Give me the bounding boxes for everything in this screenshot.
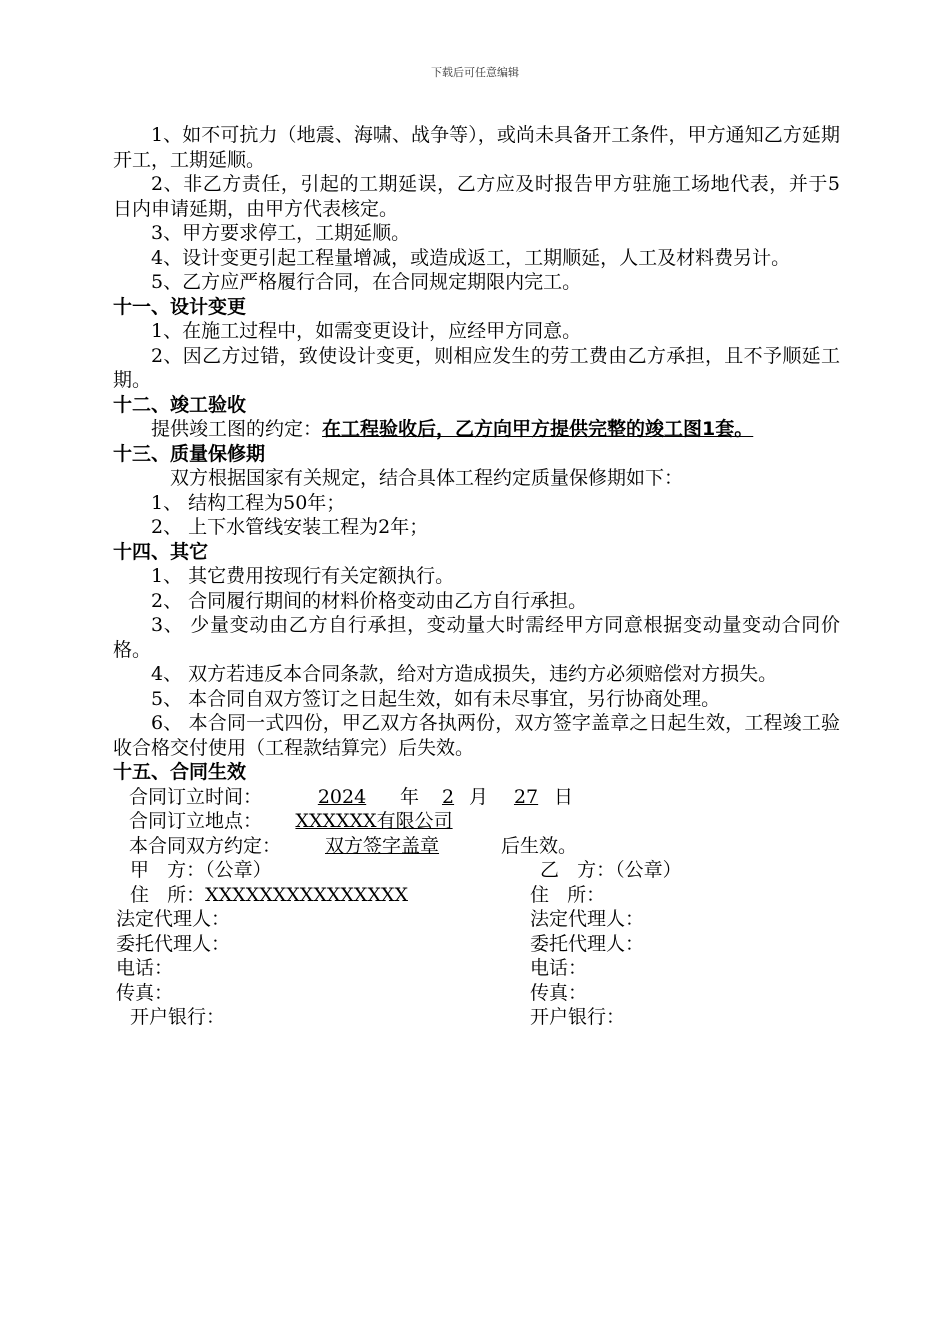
date-label: 合同订立时间： xyxy=(129,785,263,808)
party-a-address xyxy=(116,883,408,908)
sec14-item-2: 2、 合同履行期间的材料价格变动由乙方自行承担。 xyxy=(151,589,588,612)
place-value: XXXXXX有限公司 xyxy=(295,810,453,832)
sec10-item-1: 1、如不可抗力（地震、海啸、战争等），或尚未具备开工条件，甲方通知乙方延期开工，工期延顺。 xyxy=(113,124,840,171)
party-a-phone: 电话： xyxy=(116,957,174,979)
contract-date-line xyxy=(113,785,840,810)
page-header: 下载后可任意编辑 xyxy=(431,66,519,79)
date-year: 2024 xyxy=(317,785,367,808)
party-a-address-label: 住 所： xyxy=(130,883,206,906)
sec12-label: 提供竣工图的约定： xyxy=(151,418,323,440)
date-month-unit: 月 xyxy=(469,785,489,808)
signature-block xyxy=(113,858,840,1028)
party-a-address-value: XXXXXXXXXXXXXXX xyxy=(205,883,409,906)
sec14-item-4: 4、 双方若违反本合同条款，给对方造成损失，违约方必须赔偿对方损失。 xyxy=(151,663,778,685)
party-b-address-label: 住 所： xyxy=(530,883,606,906)
sec10-item-2: 2、非乙方责任，引起的工期延误，乙方应及时报告甲方驻施工场地代表，并于5日内申请延期，由甲方代表核定。 xyxy=(113,173,840,220)
place-label: 合同订立地点： xyxy=(129,810,263,832)
date-year-unit: 年 xyxy=(400,785,420,808)
date-day: 27 xyxy=(513,785,539,808)
party-a-fax: 传真： xyxy=(116,981,174,1004)
party-b-block xyxy=(530,858,682,1030)
sec15-title: 十五、合同生效 xyxy=(113,761,247,783)
party-a-legal-rep: 法定代理人： xyxy=(116,908,231,930)
party-a-agent: 委托代理人： xyxy=(116,932,231,955)
sec10-item-5: 5、乙方应严格履行合同，在合同规定期限内完工。 xyxy=(151,271,582,293)
agree-value: 双方签字盖章 xyxy=(325,834,440,857)
party-a-title: 甲 方：（公章） xyxy=(130,859,272,881)
sec14-item-5: 5、 本合同自双方签订之日起生效，如有未尽事宜，另行协商处理。 xyxy=(151,687,721,710)
party-b-agent: 委托代理人： xyxy=(530,932,645,955)
contract-body xyxy=(113,123,840,1028)
sec11-item-1: 1、在施工过程中，如需变更设计，应经甲方同意。 xyxy=(151,320,582,342)
sec10-item-4: 4、设计变更引起工程量增减，或造成返工，工期顺延，人工及材料费另计。 xyxy=(151,246,791,269)
party-b-legal-rep: 法定代理人： xyxy=(530,908,645,930)
party-a-block xyxy=(116,858,408,1030)
sec13-intro: 双方根据国家有关规定，结合具体工程约定质量保修期如下： xyxy=(170,467,684,489)
sec11-title: 十一、设计变更 xyxy=(113,295,247,318)
contract-place-line xyxy=(113,809,840,834)
sec13-title: 十三、质量保修期 xyxy=(113,442,266,465)
sec13-item-2: 2、 上下水管线安装工程为2年； xyxy=(151,516,429,538)
sec14-item-6: 6、 本合同一式四份，甲乙双方各执两份，双方签字盖章之日起生效，工程竣工验收合格交付使用（工程款结算完）后失效。 xyxy=(113,712,840,759)
sec13-item-1: 1、 结构工程为50年； xyxy=(151,491,346,514)
party-a-bank: 开户银行： xyxy=(130,1006,226,1028)
date-day-unit: 日 xyxy=(554,785,574,808)
sec10-item-3: 3、甲方要求停工，工期延顺。 xyxy=(151,222,411,244)
party-b-phone: 电话： xyxy=(530,957,588,979)
sec12-line xyxy=(113,417,840,442)
sec11-item-2: 2、因乙方过错，致使设计变更，则相应发生的劳工费由乙方承担，且不予顺延工期。 xyxy=(113,344,840,391)
sec14-item-3: 3、 少量变动由乙方自行承担，变动量大时需经甲方同意根据变动量变动合同价格。 xyxy=(113,614,840,661)
party-b-fax: 传真： xyxy=(530,981,588,1004)
agree-label: 本合同双方约定： xyxy=(129,834,282,857)
party-b-title: 乙 方：（公章） xyxy=(540,859,682,881)
agreement-line xyxy=(113,834,840,859)
sec14-title: 十四、其它 xyxy=(113,540,209,563)
agree-suffix: 后生效。 xyxy=(501,834,578,857)
date-month: 2 xyxy=(441,785,455,808)
sec12-title: 十二、竣工验收 xyxy=(113,393,247,416)
party-b-bank: 开户银行： xyxy=(530,1006,626,1028)
sec12-value: 在工程验收后，乙方向甲方提供完整的竣工图1套。 xyxy=(322,418,754,440)
sec14-item-1: 1、 其它费用按现行有关定额执行。 xyxy=(151,565,455,587)
